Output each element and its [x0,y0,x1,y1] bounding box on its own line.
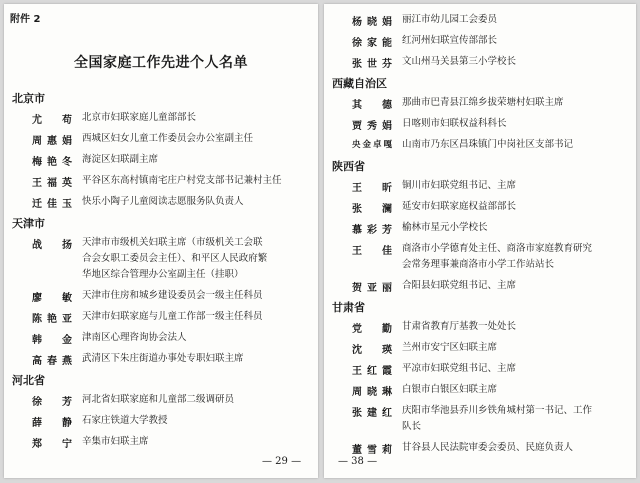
person-name: 王红霞 [352,366,392,377]
person-title: 红河州妇联宣传部部长 [402,35,498,46]
person-name: 廖 敏 [32,293,72,304]
person-name: 王福英 [32,178,72,189]
person-title: 河北省妇联家庭和儿童部二级调研员 [82,394,235,405]
person-title: 丽江市幼儿园工会委员 [402,14,498,25]
document-title: 全国家庭工作先进个人名单 [74,55,248,71]
person-title: 平谷区东高村镇南宅庄户村党支部书记兼村主任 [82,175,282,186]
person-title: 武清区下朱庄街道办事处专职妇联主席 [82,353,244,364]
person-title: 津南区心理咨询协会法人 [82,332,187,343]
person-title: 那曲市巴青县江绵乡拔荣塘村妇联主席 [402,97,564,108]
person-title: 队长 [402,421,422,432]
person-name: 张世芬 [352,59,392,70]
person-title: 辛集市妇联主席 [82,436,149,447]
person-title: 榆林市星元小学校长 [402,222,488,233]
region-heading: 甘肃省 [332,301,365,314]
person-name: 韩 金 [32,335,72,346]
region-heading: 河北省 [12,374,45,387]
person-title: 天津市妇联家庭与儿童工作部一级主任科员 [82,311,263,322]
person-title: 合阳县妇联党组书记、主席 [402,280,517,291]
person-name: 王 昕 [352,183,392,194]
person-name: 杨晓娟 [352,17,392,28]
person-title: 石家庄铁道大学教授 [82,415,168,426]
person-name: 王 佳 [352,246,392,257]
person-name: 薛 静 [32,418,72,429]
appendix-label: 附件 2 [10,14,41,25]
person-title: 山南市乃东区昌珠镇门中岗社区支部书记 [402,139,574,150]
region-heading: 北京市 [12,92,45,105]
person-title: 合会女职工委员会主任）、和平区人民政府繁 [82,253,268,264]
person-name: 迁佳玉 [32,199,72,210]
person-name: 慕彩芳 [352,225,392,236]
left-page [4,4,318,478]
person-title: 日喀则市妇联权益科科长 [402,118,507,129]
person-title: 天津市市级机关妇联主席（市级机关工会联 [82,237,263,248]
person-name: 梅艳冬 [32,157,72,168]
person-title: 西城区妇女儿童工作委员会办公室副主任 [82,133,254,144]
person-name: 战 扬 [32,240,72,251]
person-name: 徐 芳 [32,397,72,408]
person-title: 快乐小陶子儿童阅读志愿服务队负责人 [82,196,244,207]
region-heading: 西藏自治区 [332,77,387,90]
person-title: 天津市住房和城乡建设委员会一级主任科员 [82,290,263,301]
person-name: 贾秀娟 [352,121,392,132]
person-title: 平凉市妇联党组书记、主席 [402,363,517,374]
person-name: 周晓琳 [352,387,392,398]
person-title: 铜川市妇联党组书记、主席 [402,180,517,191]
person-title: 华地区综合管理办公室副主任（挂职） [82,269,244,280]
page-number: — 29 — [262,456,302,467]
person-name: 徐家能 [352,38,392,49]
person-title: 白银市白银区妇联主席 [402,384,498,395]
person-name: 沈 瑛 [352,345,392,356]
person-name: 郑 宁 [32,439,72,450]
person-name: 张 澜 [352,204,392,215]
person-title: 庆阳市华池县乔川乡铁角城村第一书记、工作 [402,405,593,416]
person-title: 延安市妇联家庭权益部部长 [402,201,517,212]
person-title: 海淀区妇联副主席 [82,154,159,165]
person-name: 周惠娟 [32,136,72,147]
region-heading: 陕西省 [332,160,365,173]
person-title: 文山州马关县第三小学校长 [402,56,517,67]
person-name: 董雪莉 [352,445,392,456]
region-heading: 天津市 [12,217,45,230]
person-name: 陈艳亚 [32,314,72,325]
page-number: — 38 — [338,456,378,467]
right-page [324,4,636,478]
person-title: 北京市妇联家庭儿童部部长 [82,112,197,123]
person-name: 张建红 [352,408,392,419]
person-title: 商洛市小学德育处主任、商洛市家庭教育研究 [402,243,593,254]
person-name: 高春燕 [32,356,72,367]
person-name: 党 勤 [352,324,392,335]
person-title: 甘谷县人民法院审委会委员、民庭负责人 [402,442,574,453]
person-title: 兰州市安宁区妇联主席 [402,342,498,353]
person-name: 尤 苟 [32,115,72,126]
person-name: 其 德 [352,100,392,111]
person-title: 甘肃省教育厅基教一处处长 [402,321,517,332]
person-name: 贺亚丽 [352,283,392,294]
person-name: 央金卓嘎 [352,140,392,150]
person-title: 会常务理事兼商洛市小学工作站站长 [402,259,555,270]
